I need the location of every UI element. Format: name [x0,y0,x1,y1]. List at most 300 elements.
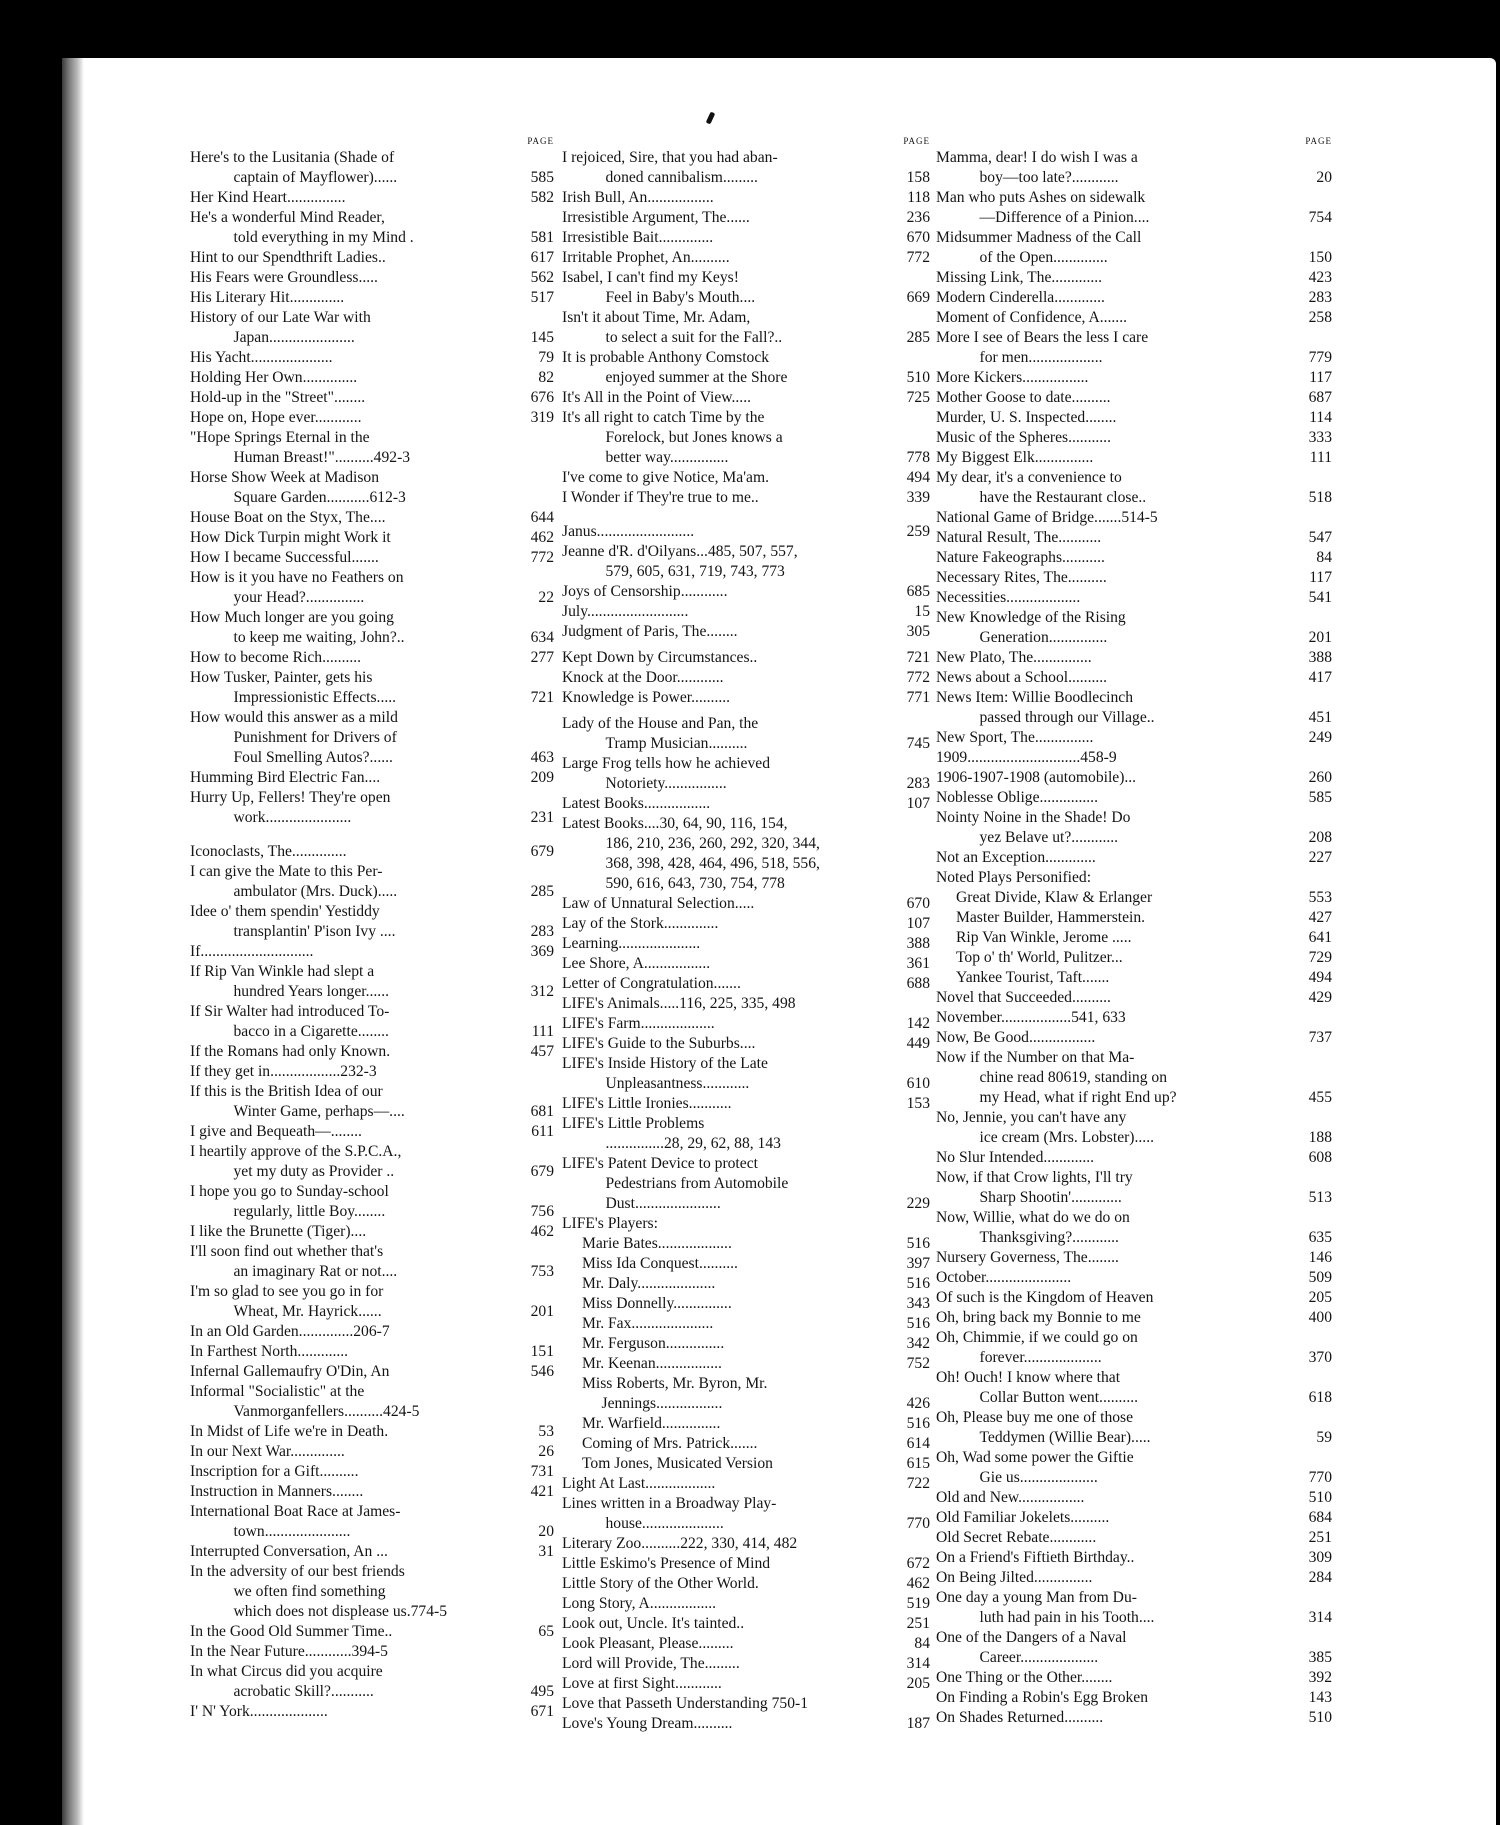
entry-title [936,388,1282,408]
index-entry [562,622,930,642]
entry-title [190,248,504,268]
entry-line: Oh, Wad some power the Giftie [936,1449,1134,1466]
entry-page-number: 158 [906,169,930,186]
entry-continuation-line: chine read 80619, standing on [979,1069,1168,1086]
entry-title [190,528,504,548]
index-entry [190,1362,554,1382]
entry-line: Moment of Confidence, A....... [936,309,1127,326]
index-entry [936,1488,1332,1508]
entry-line: In the Near Future............394-5 [190,1643,388,1660]
index-entry [562,348,930,388]
entry-line: New Plato, The............... [936,649,1092,666]
entry-title [190,348,504,368]
entry-page-number: 201 [530,1303,554,1320]
entry-title [190,648,504,668]
entry-page-number: 82 [538,369,554,386]
entry-line: If the Romans had only Known. [190,1043,391,1060]
index-entry [190,842,554,862]
entry-line: Great Divide, Klaw & Erlanger [956,889,1153,906]
entry-page-number: 20 [1316,169,1332,186]
entry-line: Midsummer Madness of the Call [936,229,1142,246]
entry-line: 1909.............................458-9 [936,749,1117,766]
entry-line: Letter of Congratulation....... [562,975,741,992]
entry-line: His Literary Hit.............. [190,289,345,306]
entry-title [190,708,504,768]
index-entry [936,928,1332,948]
entry-line: Not an Exception............. [936,849,1096,866]
index-entry [562,1674,930,1694]
entry-line: Noblesse Oblige............... [936,789,1098,806]
index-entry [936,988,1332,1008]
entry-line: In Farthest North............. [190,1343,349,1360]
entry-continuation-line: 186, 210, 236, 260, 292, 320, 344, [605,835,820,852]
entry-title [936,688,1282,728]
entry-title [936,1708,1282,1728]
index-entry [190,548,554,568]
entry-title [936,448,1282,468]
entry-continuation-line: Square Garden...........612-3 [233,489,406,506]
entry-title [190,668,504,708]
entry-line: Holding Her Own.............. [190,369,358,386]
entry-line: He's a wonderful Mind Reader, [190,209,385,226]
entry-page-number: 635 [1308,1229,1332,1246]
index-entry [936,768,1332,788]
entry-continuation-line: boy—too late?............ [979,169,1119,186]
entry-page-number: 585 [530,169,554,186]
entry-continuation-line: Generation............... [979,629,1108,646]
entry-line: Irish Bull, An................. [562,189,714,206]
entry-line: Iconoclasts, The.............. [190,843,347,860]
entry-page-number: 370 [1308,1349,1332,1366]
entry-title [562,582,880,602]
entry-title [562,1014,880,1034]
entry-line: Miss Donnelly............... [582,1295,732,1312]
entry-line: Lee Shore, A................. [562,955,711,972]
entry-page-number: 339 [906,489,930,506]
entry-page-number: 388 [906,935,930,952]
entry-line: His Fears were Groundless..... [190,269,378,286]
index-entry [936,308,1332,328]
entry-title [936,1148,1282,1168]
entry-title [190,1082,504,1122]
entry-line: House Boat on the Styx, The.... [190,509,386,526]
index-entry [190,288,554,308]
index-entry [190,788,554,828]
entry-title [190,508,504,528]
entry-line: Oh! Ouch! I know where that [936,1369,1121,1386]
index-entry [936,228,1332,268]
entry-page-number: 610 [906,1075,930,1092]
entry-page-number: 517 [530,289,554,306]
index-entry [936,888,1332,908]
entry-title [190,842,504,862]
entry-line: Latest Books....30, 64, 90, 116, 154, [562,815,788,832]
entry-title [562,1034,880,1054]
entry-page-number: 510 [1308,1709,1332,1726]
entry-page-number: 753 [530,1263,554,1280]
entry-page-number: 722 [906,1475,930,1492]
entry-title [562,1674,880,1694]
entry-title [562,814,880,894]
index-entry [190,942,554,962]
entry-line: Hope on, Hope ever............ [190,409,362,426]
entry-page-number: 22 [538,589,554,606]
index-entry [936,1008,1332,1028]
index-entry [562,188,930,208]
index-entry [936,1448,1332,1488]
index-entry [562,308,930,348]
entry-line: Oh, bring back my Bonnie to me [936,1309,1141,1326]
entry-line: Interrupted Conversation, An ... [190,1543,388,1560]
index-entry [190,528,554,548]
index-entry [936,688,1332,728]
entry-page-number: 737 [1308,1029,1332,1046]
entry-page-number: 721 [906,649,930,666]
entry-line: My dear, it's a convenience to [936,469,1122,486]
entry-page-number: 427 [1308,909,1332,926]
entry-title [562,1634,880,1654]
index-entry [562,468,930,488]
entry-title [562,1654,880,1674]
entry-title [562,1694,880,1714]
entry-page-number: 251 [1308,1529,1332,1546]
entry-line: October...................... [936,1269,1072,1286]
index-entry [936,388,1332,408]
index-entry [936,448,1332,468]
entry-line: New Knowledge of the Rising [936,609,1126,626]
entry-page-number: 495 [530,1683,554,1700]
entry-page-number: 676 [530,389,554,406]
entry-continuation-line: to select a suit for the Fall?.. [605,329,783,346]
index-entry [562,994,930,1014]
index-entry [190,248,554,268]
entry-title [936,808,1282,848]
entry-page-number: 285 [530,883,554,900]
entry-title [936,1288,1282,1308]
entry-line: Isabel, I can't find my Keys! [562,269,739,286]
entry-line: Her Kind Heart............... [190,189,346,206]
entry-title [562,1554,880,1574]
entry-title [190,1642,504,1662]
index-entry [936,1408,1332,1448]
entry-line: 1906-1907-1908 (automobile)... [936,769,1137,786]
entry-line: Irresistible Argument, The...... [562,209,750,226]
index-entry [936,908,1332,928]
entry-line: It is probable Anthony Comstock [562,349,770,366]
entry-page-number: 283 [530,923,554,940]
entry-title [936,1688,1282,1708]
index-entry [936,568,1332,588]
index-entry [562,1594,930,1614]
index-entry [936,428,1332,448]
entry-continuation-line: regularly, little Boy........ [233,1203,386,1220]
entry-continuation-line: ...............28, 29, 62, 88, 143 [605,1135,781,1152]
index-entry [936,1268,1332,1288]
entry-line: It's All in the Point of View..... [562,389,751,406]
entry-line: Oh, Please buy me one of those [936,1409,1134,1426]
entry-title [936,588,1282,608]
entry-line: Natural Result, The........... [936,529,1102,546]
entry-page-number: 516 [906,1415,930,1432]
index-entry [562,1694,930,1714]
entry-continuation-line: Teddymen (Willie Bear)..... [979,1429,1151,1446]
entry-line: LIFE's Farm................... [562,1015,715,1032]
index-entry [936,848,1332,868]
entry-page-number: 562 [530,269,554,286]
entry-page-number: 283 [1308,289,1332,306]
entry-continuation-line: Japan...................... [233,329,355,346]
index-entry [562,602,930,622]
index-entry [562,1274,930,1294]
entry-title [562,1614,880,1634]
entry-continuation-line: —Difference of a Pinion.... [979,209,1150,226]
index-entry [190,308,554,348]
entry-page-number: 752 [906,1355,930,1372]
entry-continuation-line: of the Open.............. [979,249,1108,266]
index-entry [936,1588,1332,1628]
entry-page-number: 319 [530,409,554,426]
entry-title [190,1442,504,1462]
entry-page-number: 462 [906,1575,930,1592]
entry-continuation-line: which does not displease us.774-5 [233,1603,448,1620]
entry-line: In the Good Old Summer Time.. [190,1623,393,1640]
entry-line: If Rip Van Winkle had slept a [190,963,375,980]
entry-line: Lay of the Stork.............. [562,915,719,932]
index-entry [190,1122,554,1142]
entry-page-number: 449 [906,1035,930,1052]
index-entry [562,1214,930,1234]
entry-line: LIFE's Little Problems [562,1115,705,1132]
entry-title [190,1342,504,1362]
entry-title [562,1054,880,1094]
entry-continuation-line: 590, 616, 643, 730, 754, 778 [605,875,785,892]
entry-page-number: 187 [906,1715,930,1732]
entry-page-number: 236 [906,209,930,226]
entry-title [936,1208,1282,1248]
entry-title [562,1574,880,1594]
entry-title [190,1322,504,1342]
entry-line: Kept Down by Circumstances.. [562,649,758,666]
entry-line: Necessities................... [936,589,1081,606]
entry-page-number: 614 [906,1435,930,1452]
entry-page-number: 634 [530,629,554,646]
entry-page-number: 188 [1308,1129,1332,1146]
entry-line: Now, Willie, what do we do on [936,1209,1130,1226]
entry-page-number: 111 [531,1023,554,1040]
index-entry [936,1288,1332,1308]
index-entry [936,1308,1332,1328]
entry-page-number: 423 [1308,269,1332,286]
index-entry [190,428,554,468]
entry-line: Here's to the Lusitania (Shade of [190,149,395,166]
index-entry [936,608,1332,648]
index-column-2 [562,136,930,1796]
entry-continuation-line: Jennings................. [601,1395,723,1412]
entry-line: Long Story, A................. [562,1595,717,1612]
entry-line: No Slur Intended............. [936,1149,1095,1166]
index-entry [562,974,930,994]
index-entry [190,1062,554,1082]
entry-page-number: 400 [1308,1309,1332,1326]
entry-page-number: 729 [1308,949,1332,966]
entry-title [562,228,880,248]
entry-line: In our Next War.............. [190,1443,345,1460]
entry-title [562,188,880,208]
entry-page-number: 516 [906,1275,930,1292]
index-entry [562,954,930,974]
entry-title [190,902,504,942]
entry-continuation-line: my Head, what if right End up? [979,1089,1177,1106]
entry-page-number: 312 [530,983,554,1000]
entry-page-number: 369 [530,943,554,960]
entry-title [936,188,1282,228]
entry-page-number: 201 [1308,629,1332,646]
entry-line: I Wonder if They're true to me.. [562,489,759,506]
entry-page-number: 581 [530,229,554,246]
entry-page-number: 260 [1308,769,1332,786]
entry-line: How to become Rich.......... [190,649,362,666]
entry-page-number: 205 [906,1675,930,1692]
entry-title [190,388,504,408]
entry-title [936,1528,1282,1548]
index-entry [562,1634,930,1654]
entry-line: I' N' York.................... [190,1703,328,1720]
entry-continuation-line: Sharp Shootin'............. [979,1189,1122,1206]
entry-page-number: 208 [1308,829,1332,846]
index-entry [562,1314,930,1334]
index-entry [562,388,930,408]
entry-title [190,1222,504,1242]
entry-line: National Game of Bridge.......514-5 [936,509,1158,526]
entry-line: I'm so glad to see you go in for [190,1283,384,1300]
entry-title [562,934,880,954]
index-entry [562,1554,930,1574]
entry-line: "Hope Springs Eternal in the [190,429,370,446]
index-entry [190,1322,554,1342]
index-entry [190,188,554,208]
entry-page-number: 585 [1308,789,1332,806]
index-entry [562,934,930,954]
entry-page-number: 687 [1308,389,1332,406]
entry-page-number: 617 [530,249,554,266]
entry-title [562,1274,880,1294]
index-entry [190,768,554,788]
index-entry [562,1114,930,1154]
entry-line: Nature Fakeographs........... [936,549,1105,566]
index-entry [562,1234,930,1254]
entry-line: How would this answer as a mild [190,709,398,726]
entry-title [190,1142,504,1182]
entry-page-number: 231 [530,809,554,826]
entry-page-number: 333 [1308,429,1332,446]
entry-title [936,408,1282,428]
entry-page-number: 259 [906,523,930,540]
entry-continuation-line: Career.................... [979,1649,1099,1666]
entry-page-number: 779 [1308,349,1332,366]
entry-page-number: 516 [906,1235,930,1252]
index-entry [562,794,930,814]
entry-title [190,1622,504,1642]
index-entry [562,1474,930,1494]
entry-page-number: 249 [1308,729,1332,746]
index-entry [190,408,554,428]
index-entry [190,1182,554,1222]
entry-title [562,408,880,468]
index-entry [936,328,1332,368]
entry-title [190,1502,504,1542]
entry-line: More Kickers................. [936,369,1089,386]
entry-page-number: 15 [914,603,930,620]
entry-page-number: 305 [906,623,930,640]
entry-page-number: 494 [906,469,930,486]
index-entry [936,1548,1332,1568]
entry-page-number: 462 [530,529,554,546]
entry-page-number: 513 [1308,1189,1332,1206]
index-entry [936,788,1332,808]
entry-page-number: 519 [906,1595,930,1612]
index-entry [190,1702,554,1722]
entry-line: Mr. Daly.................... [582,1275,716,1292]
index-entry [562,648,930,668]
entry-title [936,328,1282,368]
entry-title [190,768,504,788]
entry-page-number: 229 [906,1195,930,1212]
entry-line: Light At Last.................. [562,1475,716,1492]
entry-page-number: 684 [1308,1509,1332,1526]
entry-title [190,188,504,208]
entry-line: In an Old Garden..............206-7 [190,1323,390,1340]
entry-continuation-line: captain of Mayflower)...... [233,169,398,186]
entry-line: Now, Be Good................. [936,1029,1096,1046]
entry-line: Love's Young Dream.......... [562,1715,733,1732]
entry-line: News about a School.......... [936,669,1108,686]
entry-title [936,548,1282,568]
entry-page-number: 462 [530,1223,554,1240]
entry-line: Latest Books................. [562,795,711,812]
entry-title [562,894,880,914]
index-entry [190,1042,554,1062]
entry-title [936,1008,1282,1028]
entry-page-number: 283 [906,775,930,792]
entry-page-number: 31 [538,1543,554,1560]
entry-title [936,268,1282,288]
entry-line: If this is the British Idea of our [190,1083,383,1100]
index-entry [936,268,1332,288]
entry-title [936,1448,1282,1488]
entry-page-number: 756 [530,1203,554,1220]
entry-line: Mr. Ferguson............... [582,1335,725,1352]
entry-page-number: 277 [530,649,554,666]
index-entry [562,1574,930,1594]
entry-page-number: 388 [1308,649,1332,666]
entry-line: Irresistible Bait.............. [562,229,714,246]
entry-title [562,1094,880,1114]
index-entry [190,1642,554,1662]
entry-title [562,1454,880,1474]
entry-line: November..................541, 633 [936,1009,1126,1026]
entry-page-number: 725 [906,389,930,406]
entry-title [562,714,880,754]
index-entry [190,902,554,942]
entry-title [190,1042,504,1062]
entry-title [936,888,1282,908]
index-entry [936,588,1332,608]
entry-title [190,1002,504,1042]
entry-title [562,954,880,974]
entry-title [936,1368,1282,1408]
entry-page-number: 84 [914,1635,930,1652]
entry-line: LIFE's Inside History of the Late [562,1055,768,1072]
